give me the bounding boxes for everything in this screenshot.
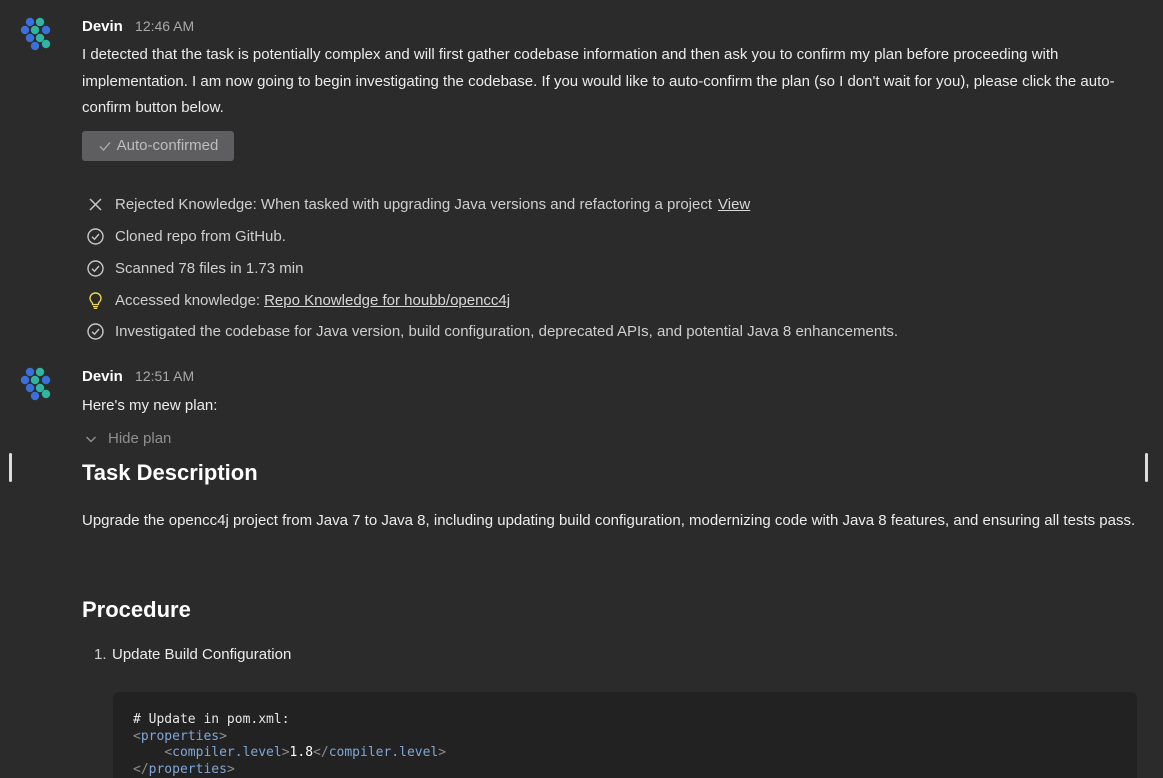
- repo-knowledge-link[interactable]: Repo Knowledge for houbb/opencc4j: [264, 291, 511, 309]
- step-number: 1.: [94, 646, 107, 663]
- check-icon: [98, 139, 112, 153]
- hide-plan-label: Hide plan: [108, 430, 172, 447]
- check-circle-icon: [86, 322, 105, 341]
- author-name: Devin: [82, 368, 123, 385]
- devin-logo-icon: [20, 16, 54, 52]
- hide-plan-toggle[interactable]: [84, 430, 171, 447]
- event-cloned-repo: [86, 224, 286, 248]
- step-label: Update Build Configuration: [112, 646, 292, 663]
- devin-logo-icon: [20, 366, 54, 402]
- code-tag: properties: [148, 761, 227, 777]
- message-header: [82, 16, 194, 37]
- check-circle-icon: [86, 259, 105, 278]
- event-rejected-knowledge: [86, 192, 750, 216]
- task-description-text: Upgrade the opencc4j project from Java 7 to Java 8, including updating build configuration, modernizing code with Java 8 features, and ensuring all tests pass.: [82, 512, 1136, 529]
- code-tag: properties: [140, 728, 220, 744]
- event-text: Scanned 78 files in 1.73 min: [115, 259, 304, 277]
- chevron-down-icon: [84, 432, 98, 446]
- check-circle-icon: [86, 227, 105, 246]
- timestamp: 12:51 AM: [135, 368, 195, 384]
- code-comment: # Update in pom.xml:: [133, 712, 290, 727]
- procedure-heading: Procedure: [82, 597, 191, 622]
- code-tag: compiler.level: [328, 745, 439, 760]
- code-tag: compiler.level: [172, 745, 282, 760]
- auto-confirm-button[interactable]: [82, 131, 234, 161]
- event-accessed-knowledge: [86, 288, 510, 312]
- event-text: Rejected Knowledge: When tasked with upgrading Java versions and refactoring a project: [115, 195, 713, 213]
- event-investigated-codebase: [86, 319, 898, 343]
- event-text: Accessed knowledge:: [115, 291, 261, 309]
- message-text: Here's my new plan:: [82, 397, 218, 414]
- task-description-heading: Task Description: [82, 460, 258, 485]
- timestamp: 12:46 AM: [135, 18, 195, 34]
- x-icon: [86, 195, 105, 214]
- event-text: Cloned repo from GitHub.: [115, 227, 286, 245]
- scroll-handle-right[interactable]: [1145, 453, 1148, 482]
- view-link[interactable]: View: [718, 195, 751, 213]
- message-text: I detected that the task is potentially complex and will first gather codebase information and then ask you to confirm my plan before proceeding with implementation. I am now going to begin investigating the codebase. If you would like to auto-confirm the plan (so I don't wait for you), please click the auto-confirm button below.: [82, 46, 1115, 116]
- message-header: [82, 366, 194, 387]
- auto-confirm-label: Auto-confirmed: [116, 137, 219, 154]
- event-text: Investigated the codebase for Java version, build configuration, deprecated APIs, and potential Java 8 enhancements.: [115, 322, 899, 340]
- code-value: 1.8: [289, 745, 314, 760]
- event-scanned-files: [86, 256, 303, 280]
- code-block: # Update in pom.xml: <properties> <compiler.level>1.8</compiler.level> </properties>: [113, 692, 1137, 778]
- author-name: Devin: [82, 18, 123, 35]
- lightbulb-icon: [86, 291, 105, 310]
- procedure-step: [94, 646, 291, 663]
- scroll-handle-left[interactable]: [9, 453, 12, 482]
